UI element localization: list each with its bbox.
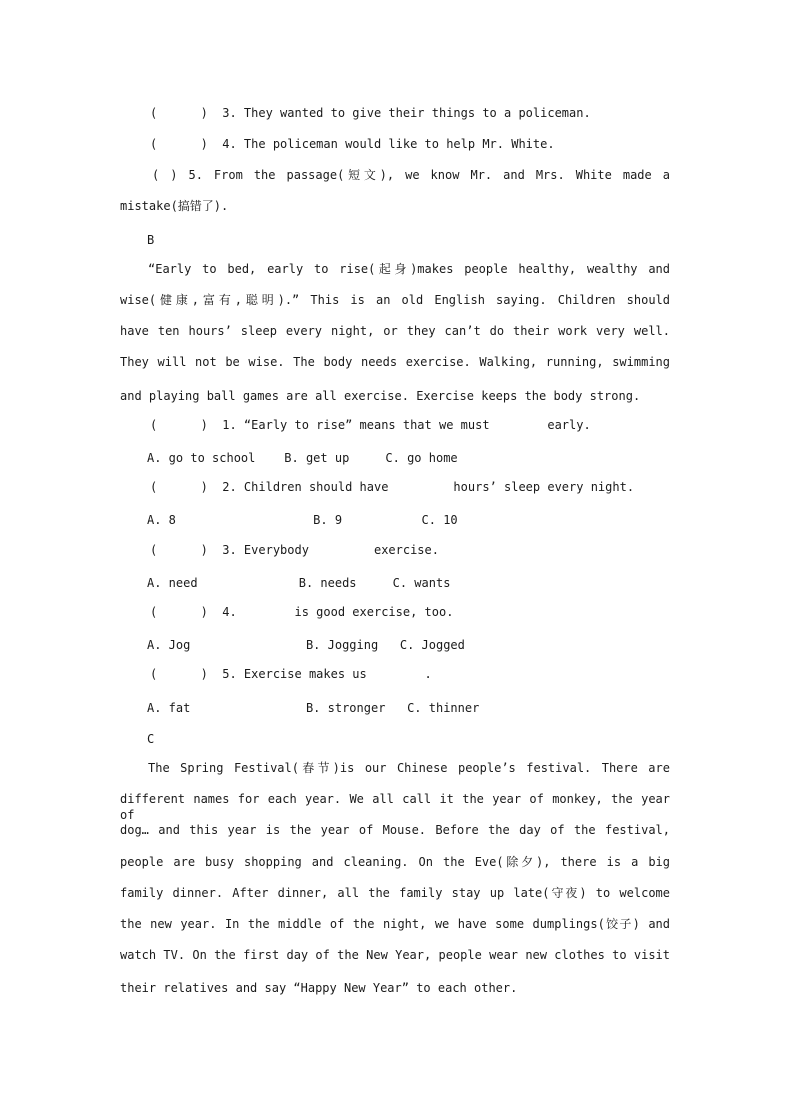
section-c-passage-line: people are busy shopping and cleaning. On the Eve(除夕), there is a big xyxy=(120,855,670,869)
section-b-heading: B xyxy=(147,233,155,247)
section-b-question-3: ( ) 3. Everybody exercise. xyxy=(150,543,439,557)
section-b-question-1: ( ) 1. “Early to rise” means that we must early. xyxy=(150,418,591,432)
section-a-question-3: ( ) 3. They wanted to give their things to a policeman. xyxy=(150,106,591,120)
section-c-passage-line: the new year. In the middle of the night, we have some dumplings(饺子) and xyxy=(120,917,670,931)
section-b-options-1: A. go to school B. get up C. go home xyxy=(147,451,458,465)
section-c-passage-line: their relatives and say “Happy New Year” to each other. xyxy=(120,981,518,995)
section-b-options-4: A. Jog B. Jogging C. Jogged xyxy=(147,638,465,652)
section-b-passage-line: “Early to bed, early to rise(起身)makes people healthy, wealthy and xyxy=(148,262,670,276)
section-a-question-5: ( ) 5. From the passage(短文), we know Mr. and Mrs. White made a xyxy=(152,168,670,182)
section-b-question-4: ( ) 4. is good exercise, too. xyxy=(150,605,454,619)
section-b-passage-line: and playing ball games are all exercise. Exercise keeps the body strong. xyxy=(120,389,641,403)
section-c-passage-line: family dinner. After dinner, all the family stay up late(守夜) to welcome xyxy=(120,886,670,900)
section-b-options-2: A. 8 B. 9 C. 10 xyxy=(147,513,458,527)
section-b-passage-line: wise(健康,富有,聪明).” This is an old English saying. Children should xyxy=(120,293,670,307)
section-b-question-2: ( ) 2. Children should have hours’ sleep every night. xyxy=(150,480,635,494)
section-c-passage-line: The Spring Festival(春节)is our Chinese people’s festival. There are xyxy=(148,761,670,775)
section-c-passage-line: dog… and this year is the year of Mouse. Before the day of the festival, xyxy=(120,823,670,837)
section-a-question-4: ( ) 4. The policeman would like to help Mr. White. xyxy=(150,137,555,151)
section-b-question-5: ( ) 5. Exercise makes us . xyxy=(150,667,432,681)
section-b-passage-line: have ten hours’ sleep every night, or they can’t do their work very well. xyxy=(120,324,670,338)
section-a-question-5-continued: mistake(搞错了). xyxy=(120,199,229,213)
section-c-passage-line: different names for each year. We all call it the year of monkey, the year of xyxy=(120,792,670,822)
section-b-options-5: A. fat B. stronger C. thinner xyxy=(147,701,480,715)
section-b-options-3: A. need B. needs C. wants xyxy=(147,576,451,590)
section-b-passage-line: They will not be wise. The body needs exercise. Walking, running, swimming xyxy=(120,355,670,369)
section-c-passage-line: watch TV. On the first day of the New Year, people wear new clothes to visit xyxy=(120,948,670,962)
section-c-heading: C xyxy=(147,732,155,746)
